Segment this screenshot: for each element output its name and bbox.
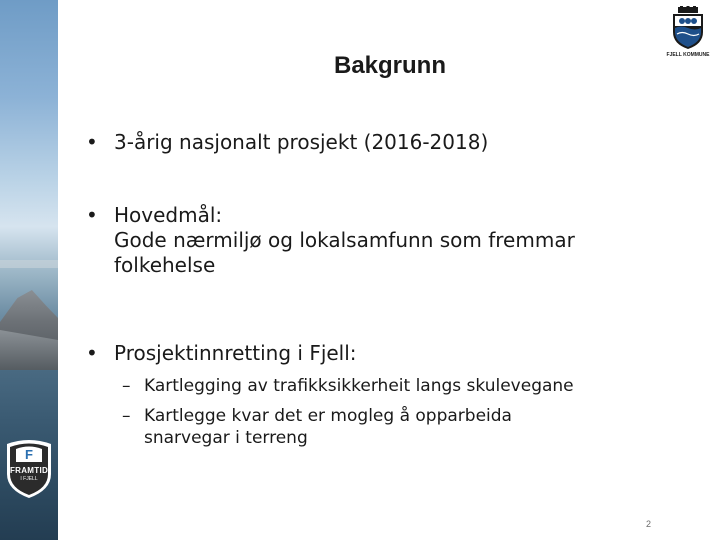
- coastal-photo-strip: [0, 0, 58, 540]
- municipality-crest-icon: [670, 6, 706, 50]
- sub-bullet-text: Kartlegging av trafikksikkerheit langs skulevegane: [144, 376, 574, 396]
- bullet-marker: •: [86, 130, 98, 154]
- framtid-subtitle: I FJELL: [20, 476, 38, 482]
- sub-bullet-text-line-1: Kartlegge kvar det er mogleg å opparbeida: [144, 406, 512, 426]
- bullet-marker: •: [86, 203, 98, 227]
- sub-bullet-text-line-2: snarvegar i terreng: [144, 428, 308, 448]
- framtid-wordmark: FRAMTID: [9, 466, 49, 475]
- bullet-text: 3-årig nasjonalt prosjekt (2016-2018): [114, 130, 489, 154]
- sub-bullet-marker: –: [122, 406, 131, 426]
- framtid-letter: F: [25, 447, 33, 462]
- framtid-i-fjell-logo: [4, 438, 54, 500]
- municipality-label: FJELL KOMMUNE: [666, 52, 710, 58]
- sub-bullet-marker: –: [122, 376, 131, 396]
- bullet-text-line-1: Hovedmål:: [114, 203, 223, 227]
- page-number: 2: [646, 519, 652, 529]
- bullet-text-line-2: Gode nærmiljø og lokalsamfunn som fremmar: [114, 228, 575, 252]
- bullet-text-line-3: folkehelse: [114, 253, 216, 277]
- photo-shoreline: [0, 260, 58, 268]
- bullet-marker: •: [86, 341, 98, 365]
- bullet-text: Prosjektinnretting i Fjell:: [114, 341, 357, 365]
- slide-title: Bakgrunn: [333, 52, 446, 79]
